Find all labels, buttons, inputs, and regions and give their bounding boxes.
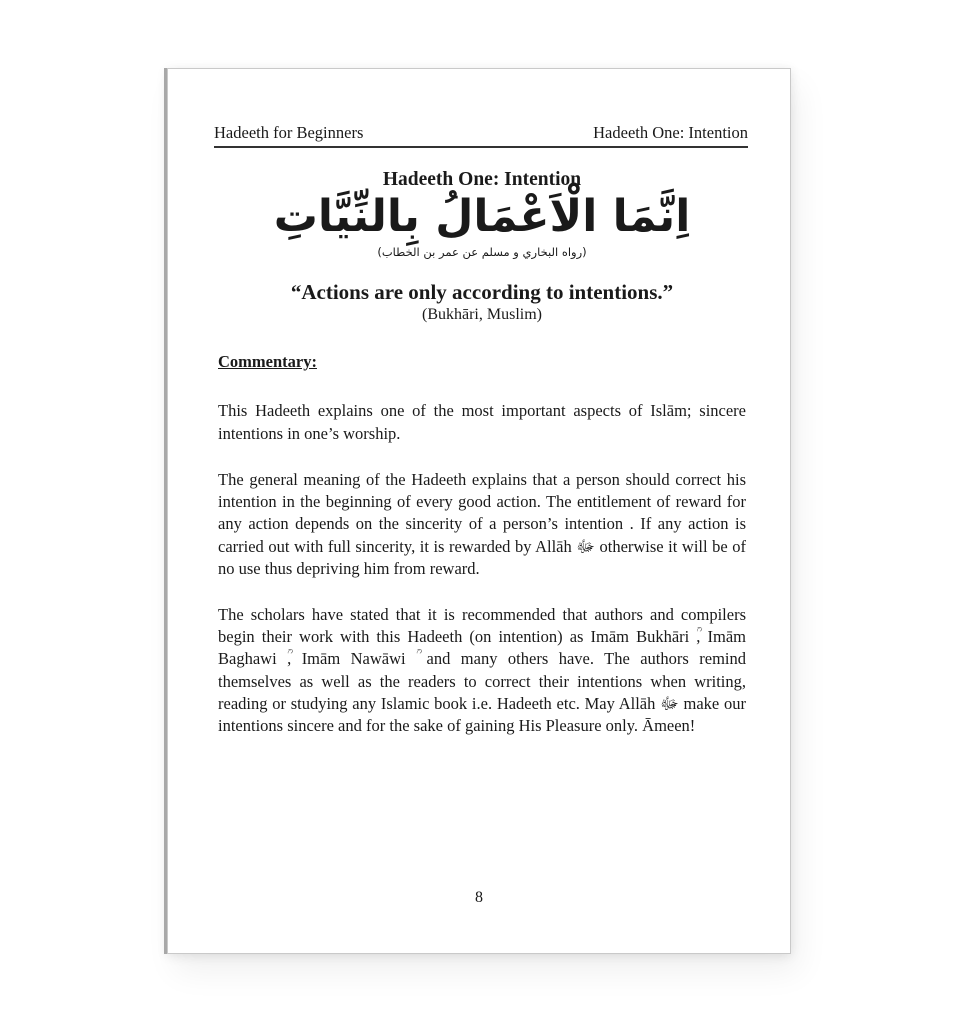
page-content (218, 169, 746, 737)
page-number: 8 (475, 889, 483, 906)
commentary-paragraph-3: The scholars have stated that it is recommended that authors and compilers begin their work with this Hadeeth (on intention) as Imām Bukhāri ؒ, Imām Baghawi ؒ, Imām Nawāwi ؒ and many others have. The authors remind themselves as well as the readers to correct their intentions when writing, reading or studying any Islamic book i.e. Hadeeth etc. May Allāh ﷻ make our intentions sincere and for the sake of gaining His Pleasure only. Āmeen! (218, 604, 746, 735)
header-chapter-title: Hadeeth One: Intention (593, 123, 748, 142)
header-book-title: Hadeeth for Beginners (214, 123, 364, 142)
commentary-heading: Commentary: (218, 352, 317, 372)
book-page (167, 68, 791, 954)
commentary-paragraph-2: The general meaning of the Hadeeth explains that a person should correct his intention in the beginning of every good action. The entitlement of reward for any action depends on the sincerity of a person’s intention . If any action is carried out with full sincerity, it is rewarded by Allāh ﷻ otherwise it will be of no use thus depriving him from reward. (218, 469, 746, 578)
chapter-title: Hadeeth One: Intention (382, 169, 582, 190)
hadeeth-reference: (Bukhāri, Muslim) (422, 306, 542, 324)
running-header (214, 117, 748, 148)
hadeeth-translation: “Actions are only according to intentions.” (290, 280, 674, 305)
arabic-hadeeth-text: اِنَّمَا الْاَعْمَالُ بِالنِّيَّاتِ (273, 191, 691, 242)
arabic-source-note: (رواه البخاري و مسلم عن عمر بن الخطاب) (377, 245, 587, 260)
commentary-paragraph-1: This Hadeeth explains one of the most important aspects of Islām; sincere intentions in one’s worship. (218, 401, 746, 443)
